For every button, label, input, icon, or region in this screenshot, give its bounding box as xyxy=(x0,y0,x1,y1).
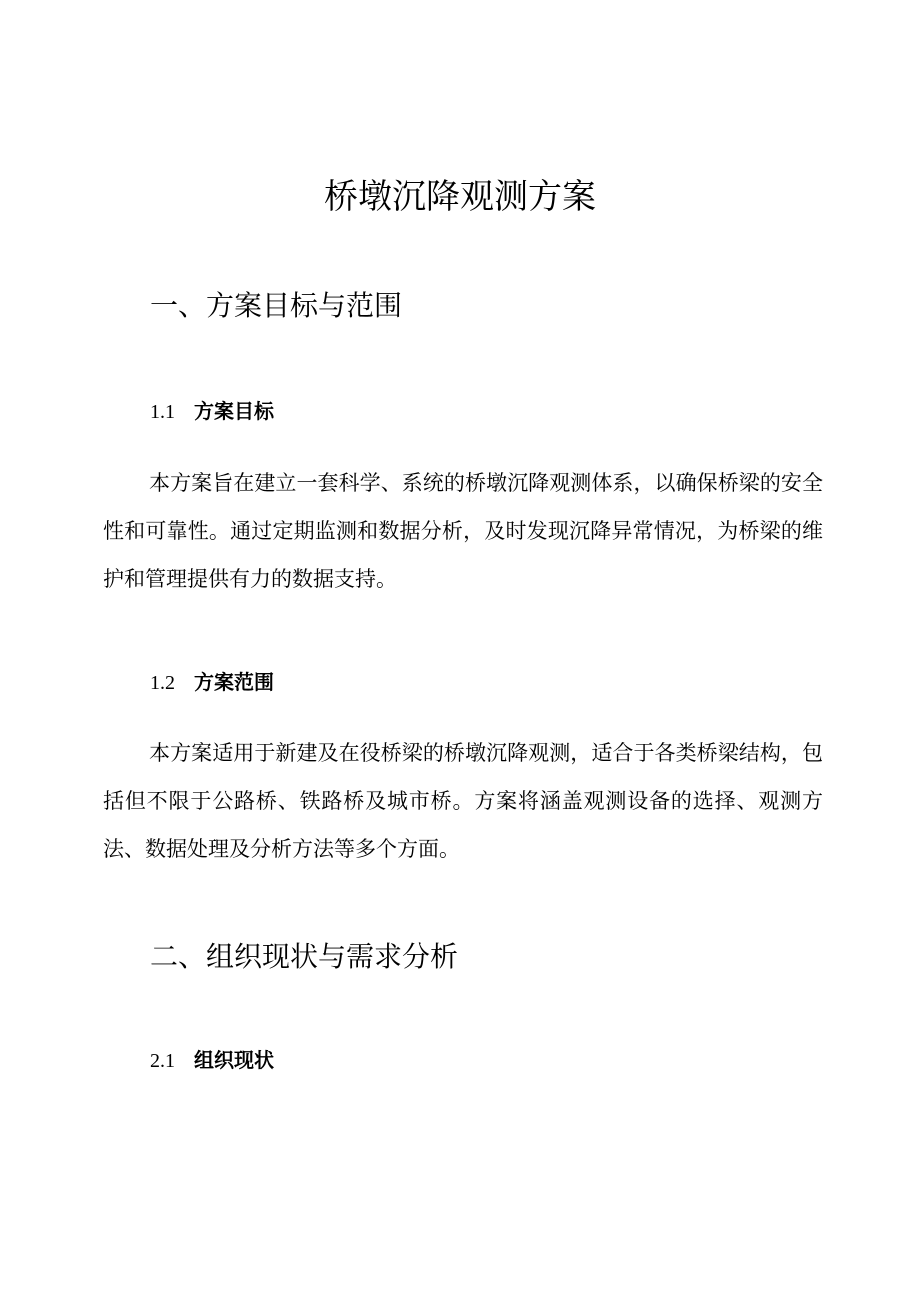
subsection-number: 2.1 xyxy=(150,1050,175,1072)
subsection-heading-1-2 xyxy=(150,667,274,698)
subsection-heading-1-1 xyxy=(150,396,274,427)
section-heading-2: 二、组织现状与需求分析 xyxy=(150,940,459,973)
subsection-title: 方案范围 xyxy=(194,670,274,694)
subsection-heading-2-1 xyxy=(150,1045,274,1076)
subsection-number: 1.2 xyxy=(150,672,175,694)
document-title: 桥墩沉降观测方案 xyxy=(324,177,596,217)
paragraph-scope: 本方案适用于新建及在役桥梁的桥墩沉降观测，适合于各类桥梁结构，包括但不限于公路桥、铁路桥及城市桥。方案将涵盖观测设备的选择、观测方法、数据处理及分析方法等多个方面。 xyxy=(103,741,823,861)
subsection-number: 1.1 xyxy=(150,401,175,423)
subsection-title: 方案目标 xyxy=(194,399,274,423)
subsection-title: 组织现状 xyxy=(194,1048,274,1072)
paragraph-goal: 本方案旨在建立一套科学、系统的桥墩沉降观测体系，以确保桥梁的安全性和可靠性。通过定期监测和数据分析，及时发现沉降异常情况，为桥梁的维护和管理提供有力的数据支持。 xyxy=(103,471,823,591)
section-heading-1: 一、方案目标与范围 xyxy=(150,289,403,322)
